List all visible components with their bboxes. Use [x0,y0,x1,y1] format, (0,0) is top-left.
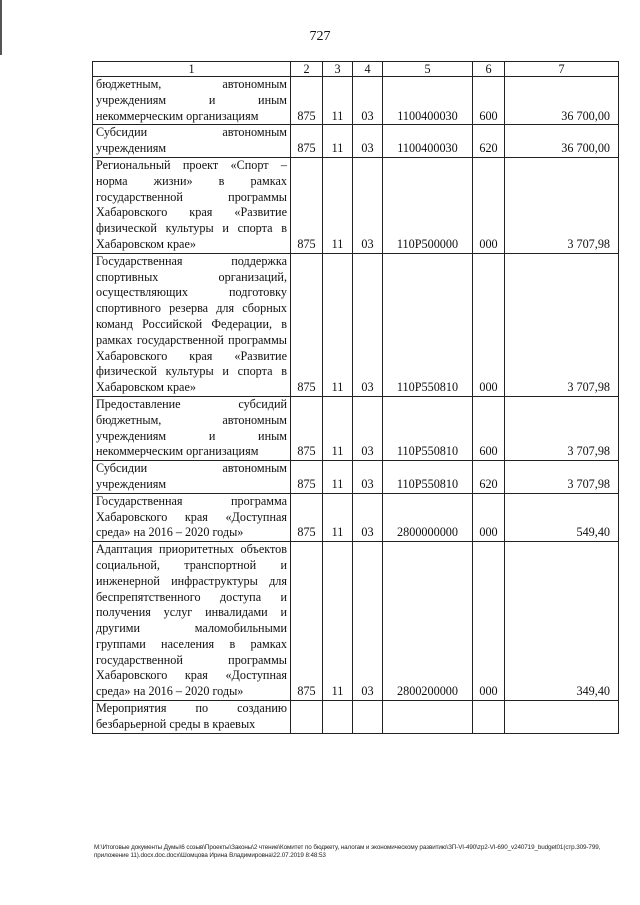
row-amount [505,701,619,734]
row-subsection: 03 [353,125,383,158]
row-subsection: 03 [353,396,383,460]
col-header-name: 1 [93,62,291,77]
header-row [93,62,619,77]
row-code: 875 [291,77,323,125]
row-name: Мероприятия по созданию безбарьерной среды в краевых [93,701,291,734]
row-amount: 36 700,00 [505,77,619,125]
row-section: 11 [323,542,353,701]
row-code: 875 [291,157,323,253]
table-row [93,701,619,734]
page-number: 727 [309,29,331,44]
row-amount: 349,40 [505,542,619,701]
col-header-section: 3 [323,62,353,77]
row-section [323,701,353,734]
row-name: Региональный проект «Спорт – норма жизни» в рамках государственной программы Хабаровского края «Развитие физической культуры и спорта в Хабаровском крае» [93,157,291,253]
col-header-type: 6 [473,62,505,77]
row-name: Государственная программа Хабаровского края «Доступная среда» на 2016 – 2020 годы» [93,493,291,541]
row-target: 1100400030 [383,125,473,158]
row-name: Государственная поддержка спортивных организаций, осуществляющих подготовку спортивного резерва для сборных команд Российской Федерации, в рамках государственной программы Хабаровского края «Развитие физической культуры и спорта в Хабаровском крае» [93,253,291,396]
row-subsection [353,701,383,734]
row-section: 11 [323,396,353,460]
row-target: 1100400030 [383,77,473,125]
row-amount: 36 700,00 [505,125,619,158]
row-code: 875 [291,542,323,701]
table-row [93,461,619,494]
row-type: 000 [473,542,505,701]
row-target: 110P550810 [383,253,473,396]
table-row [93,493,619,541]
row-amount: 3 707,98 [505,461,619,494]
row-section: 11 [323,125,353,158]
row-target [383,701,473,734]
row-subsection: 03 [353,542,383,701]
row-section: 11 [323,493,353,541]
row-amount: 3 707,98 [505,396,619,460]
row-name: бюджетным, автономным учреждениям и иным некоммерческим организациям [93,77,291,125]
scan-edge-mark [0,0,2,55]
table-row [93,396,619,460]
row-type: 620 [473,125,505,158]
row-type: 000 [473,253,505,396]
row-type: 000 [473,493,505,541]
row-section: 11 [323,253,353,396]
document-path-footer: M:\Итоговые документы Думы\6 созыв\Проекты\Законы\2 чтение\Комитет по бюджету, налогам и экономическому развитию\ЗП-VI-490\zp2-VI-690_v240719_budget01(стр.309-799, приложение 11).docx.doc.docx\Шомцова Ирина Владимировна\22.07.2019 8:48:53 [94,844,601,859]
row-type: 600 [473,77,505,125]
row-amount: 3 707,98 [505,253,619,396]
col-header-subsection: 4 [353,62,383,77]
row-amount: 549,40 [505,493,619,541]
row-type: 000 [473,157,505,253]
col-header-code: 2 [291,62,323,77]
row-name: Адаптация приоритетных объектов социальной, транспортной и инженерной инфраструктуры для беспрепятственного доступа и получения услуг инвалидами и другими маломобильными группами населения в рамках государственной программы Хабаровского края «Доступная среда» на 2016 – 2020 годы» [93,542,291,701]
table-row [93,253,619,396]
row-target: 110P500000 [383,157,473,253]
row-section: 11 [323,77,353,125]
row-type: 620 [473,461,505,494]
row-target: 110P550810 [383,461,473,494]
row-code: 875 [291,253,323,396]
table-row [93,157,619,253]
row-code: 875 [291,125,323,158]
budget-table [92,61,619,734]
table-row [93,77,619,125]
row-code [291,701,323,734]
row-target: 110P550810 [383,396,473,460]
col-header-target: 5 [383,62,473,77]
row-subsection: 03 [353,493,383,541]
row-subsection: 03 [353,461,383,494]
row-type [473,701,505,734]
row-section: 11 [323,157,353,253]
row-name: Субсидии автономным учреждениям [93,125,291,158]
row-name: Субсидии автономным учреждениям [93,461,291,494]
row-type: 600 [473,396,505,460]
row-target: 2800200000 [383,542,473,701]
row-subsection: 03 [353,253,383,396]
table-row [93,542,619,701]
row-subsection: 03 [353,77,383,125]
col-header-amount: 7 [505,62,619,77]
row-code: 875 [291,461,323,494]
row-code: 875 [291,493,323,541]
table-row [93,125,619,158]
row-subsection: 03 [353,157,383,253]
row-amount: 3 707,98 [505,157,619,253]
row-section: 11 [323,461,353,494]
row-target: 2800000000 [383,493,473,541]
row-code: 875 [291,396,323,460]
row-name: Предоставление субсидий бюджетным, автономным учреждениям и иным некоммерческим организациям [93,396,291,460]
